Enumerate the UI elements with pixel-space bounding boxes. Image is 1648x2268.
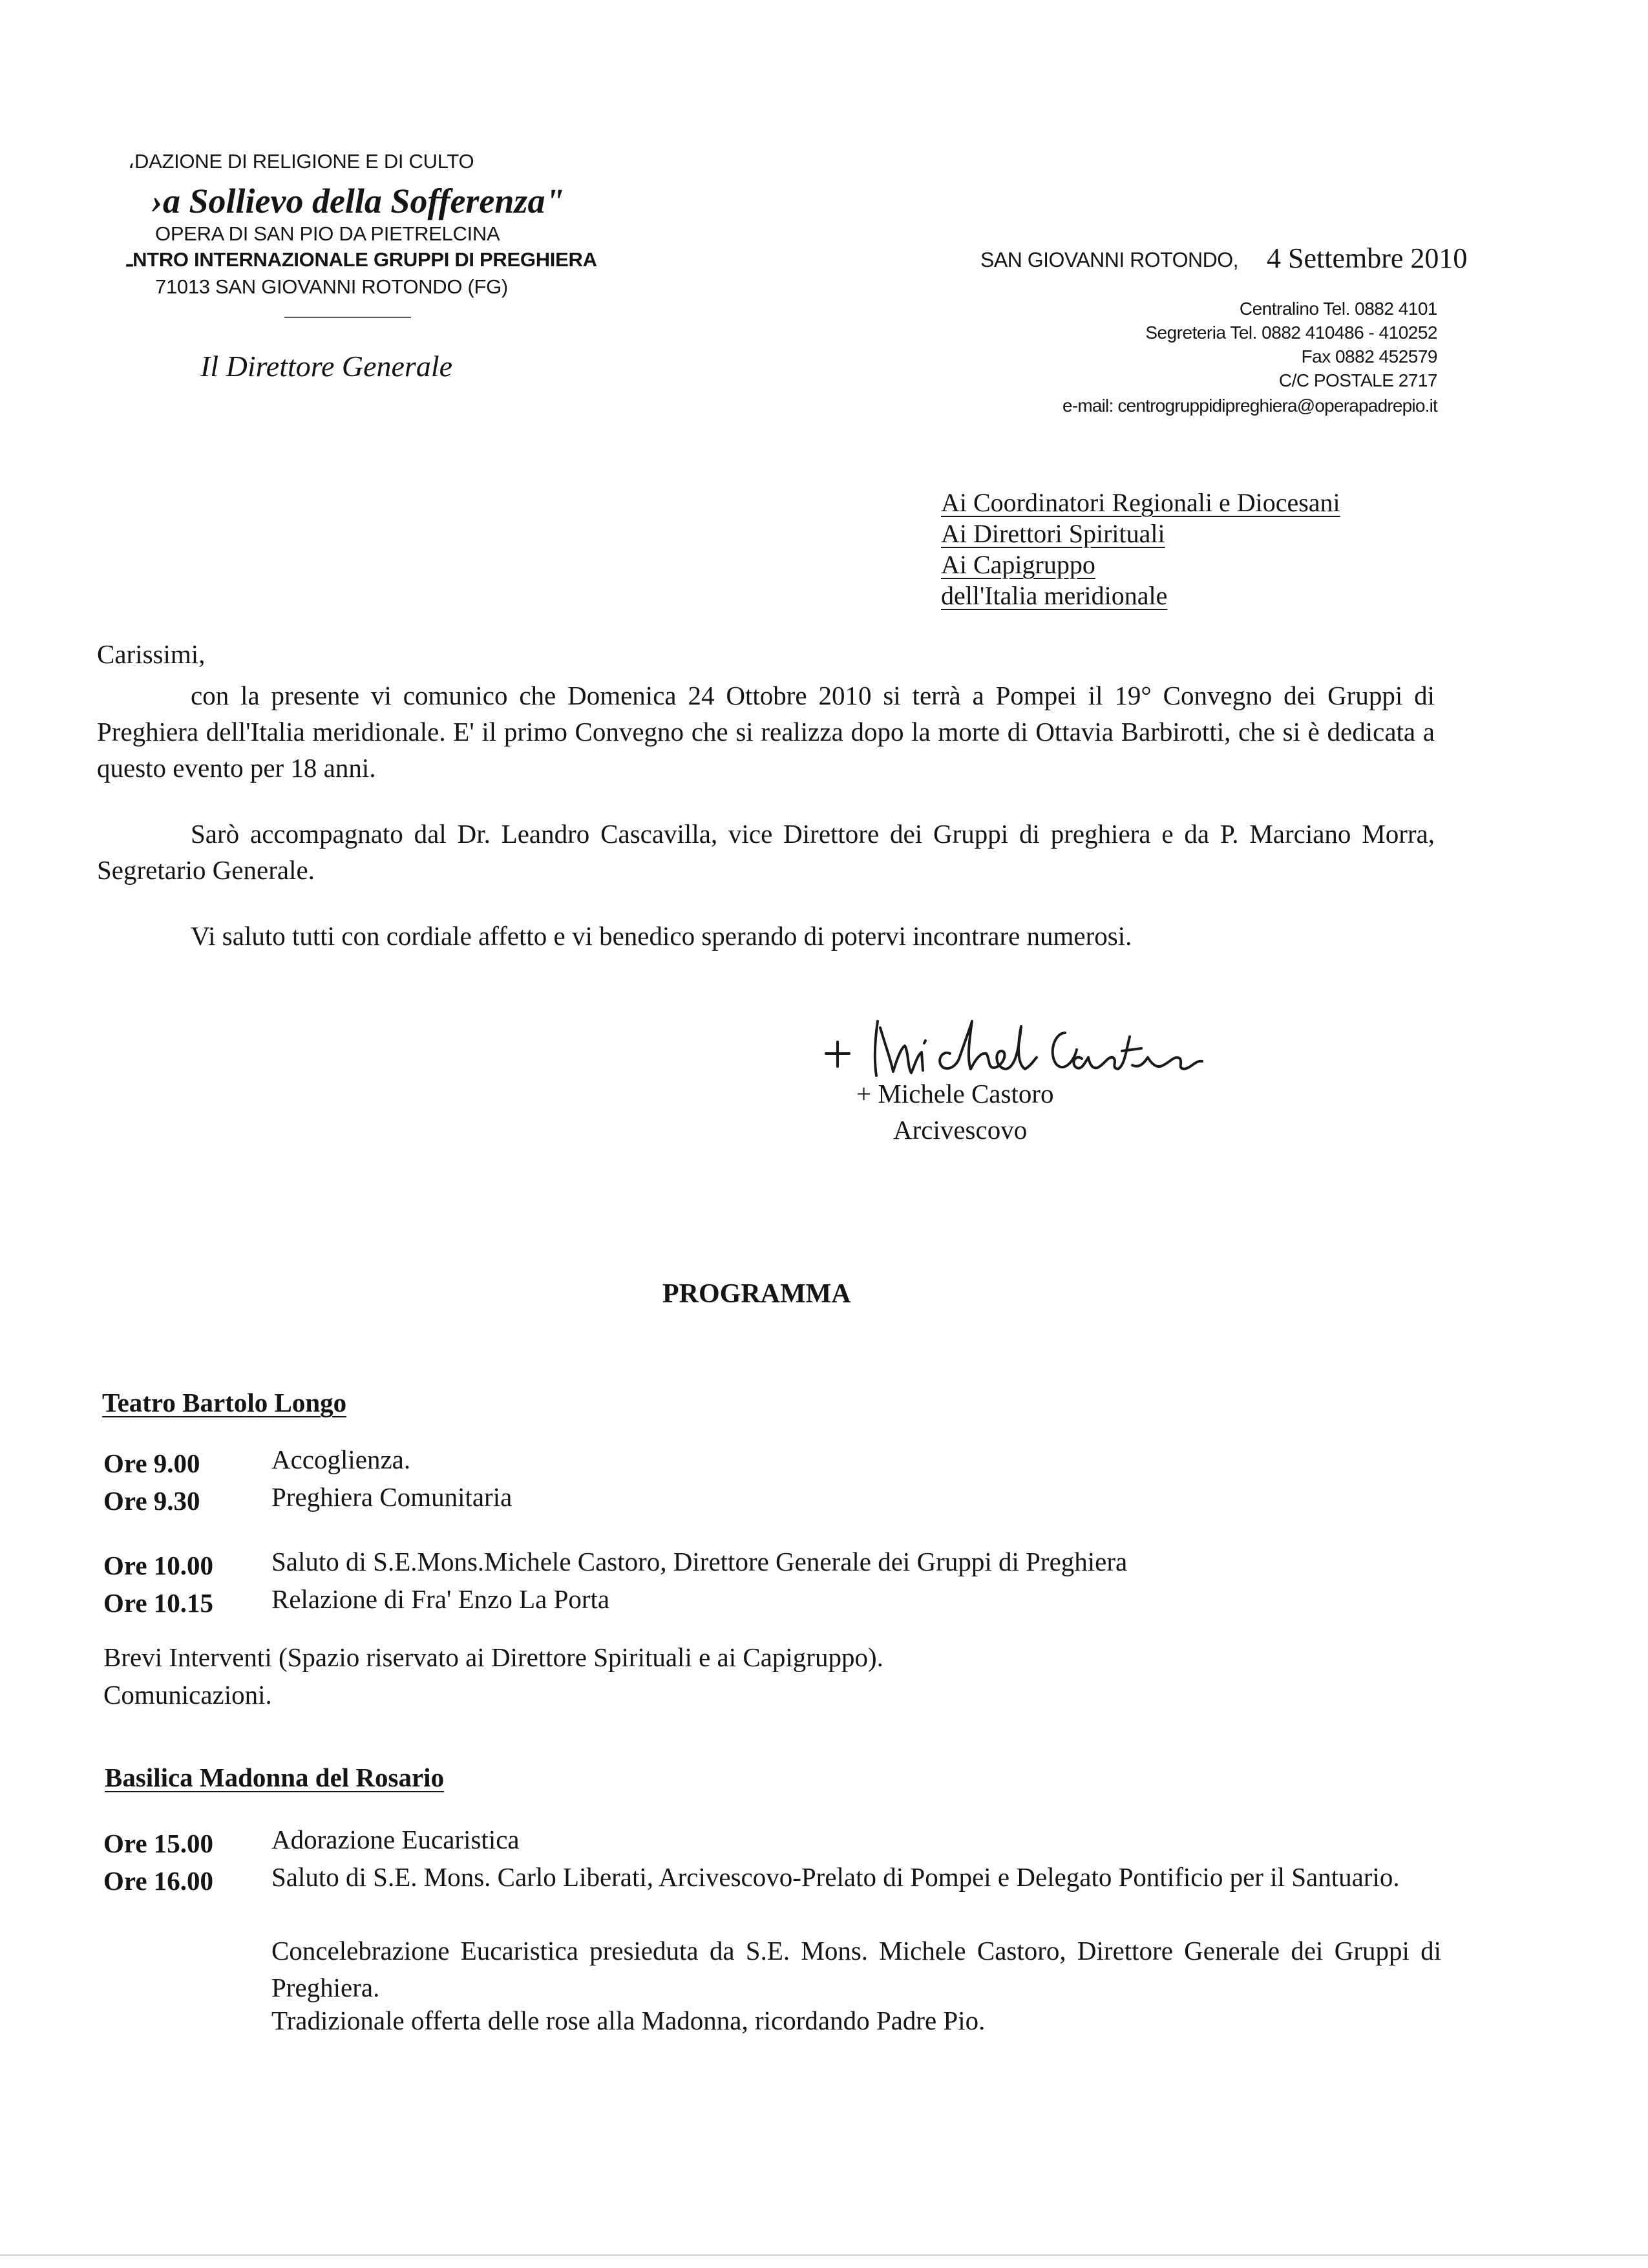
institution-name: ›a Sollievo della Sofferenza" (151, 182, 565, 220)
director-role: Il Direttore Generale (200, 350, 453, 383)
signatory-name: + Michele Castoro (856, 1079, 1054, 1108)
letter-date: 4 Settembre 2010 (1267, 242, 1468, 274)
schedule-desc: Adorazione Eucaristica (271, 1825, 520, 1854)
rose-offering-desc: Tradizionale offerta delle rose alla Madonna, ricordando Padre Pio. (271, 2006, 986, 2035)
recipient-region: dell'Italia meridionale (941, 581, 1168, 610)
signatory-title: Arcivescovo (893, 1115, 1028, 1145)
comunicazioni-note: Comunicazioni. (103, 1680, 272, 1710)
letterhead-divider (284, 317, 411, 318)
venue-basilica: Basilica Madonna del Rosario (105, 1763, 445, 1792)
venue-teatro: Teatro Bartolo Longo (102, 1388, 347, 1417)
schedule-time: Ore 15.00 (103, 1828, 214, 1858)
scan-edge-line (0, 2254, 1648, 2256)
centro-line: ـNTRO INTERNAZIONALE GRUPPI DI PREGHIERA (127, 248, 597, 271)
foundation-line: ،DAZIONE DI RELIGIONE E DI CULTO (128, 150, 474, 173)
contact-email[interactable]: e-mail: centrogruppidipreghiera@operapadrepio.it (1062, 396, 1437, 416)
programma-title: PROGRAMMA (662, 1279, 851, 1309)
address-line: 71013 SAN GIOVANNI ROTONDO (FG) (155, 275, 508, 298)
contact-centralino: Centralino Tel. 0882 4101 (1239, 299, 1437, 319)
body-paragraph-2: Sarò accompagnato dal Dr. Leandro Cascavilla, vice Direttore dei Gruppi di preghiera e da P. Marciano Morra, Segretario Generale. (97, 819, 1435, 885)
recipient-direttori: Ai Direttori Spirituali (941, 519, 1165, 548)
handwritten-signature (821, 1013, 1209, 1085)
schedule-desc: Accoglienza. (271, 1445, 411, 1474)
schedule-time: Ore 9.30 (103, 1486, 200, 1516)
schedule-time: Ore 16.00 (103, 1866, 214, 1896)
date-place: SAN GIOVANNI ROTONDO, (980, 248, 1239, 271)
schedule-desc: Relazione di Fra' Enzo La Porta (271, 1584, 610, 1614)
schedule-time: Ore 9.00 (103, 1448, 200, 1478)
recipient-capigruppo: Ai Capigruppo (941, 550, 1095, 579)
salutation: Carissimi, (97, 639, 206, 669)
schedule-desc: Saluto di S.E.Mons.Michele Castoro, Direttore Generale dei Gruppi di Preghiera (271, 1547, 1128, 1576)
concelebrazione-desc: Concelebrazione Eucaristica presieduta da S.E. Mons. Michele Castoro, Direttore Generale dei Gruppi di Preghiera. (271, 1936, 1441, 2002)
body-paragraph-1: con la presente vi comunico che Domenica 24 Ottobre 2010 si terrà a Pompei il 19° Convegno dei Gruppi di Preghiera dell'Italia meridionale. E' il primo Convegno che si realizza dopo la morte di Ottavia Barbirotti, che si è dedicata a questo evento per 18 anni. (97, 681, 1435, 783)
contact-fax: Fax 0882 452579 (1301, 346, 1437, 366)
signature-icon (821, 1013, 1209, 1085)
contact-ccp: C/C POSTALE 2717 (1278, 370, 1437, 390)
schedule-desc: Saluto di S.E. Mons. Carlo Liberati, Arcivescovo-Prelato di Pompei e Delegato Pontificio per il Santuario. (271, 1862, 1400, 1892)
body-paragraph-3: Vi saluto tutti con cordiale affetto e vi benedico sperando di potervi incontrare numerosi. (191, 921, 1132, 951)
interventi-note: Brevi Interventi (Spazio riservato ai Direttore Spirituali e ai Capigruppo). (103, 1642, 883, 1672)
contact-segreteria: Segreteria Tel. 0882 410486 - 410252 (1145, 323, 1437, 343)
schedule-time: Ore 10.00 (103, 1551, 214, 1580)
schedule-time: Ore 10.15 (103, 1588, 214, 1618)
recipient-coordinatori: Ai Coordinatori Regionali e Diocesani (941, 488, 1340, 517)
schedule-desc: Preghiera Comunitaria (271, 1482, 512, 1512)
opera-line: OPERA DI SAN PIO DA PIETRELCINA (155, 222, 500, 245)
